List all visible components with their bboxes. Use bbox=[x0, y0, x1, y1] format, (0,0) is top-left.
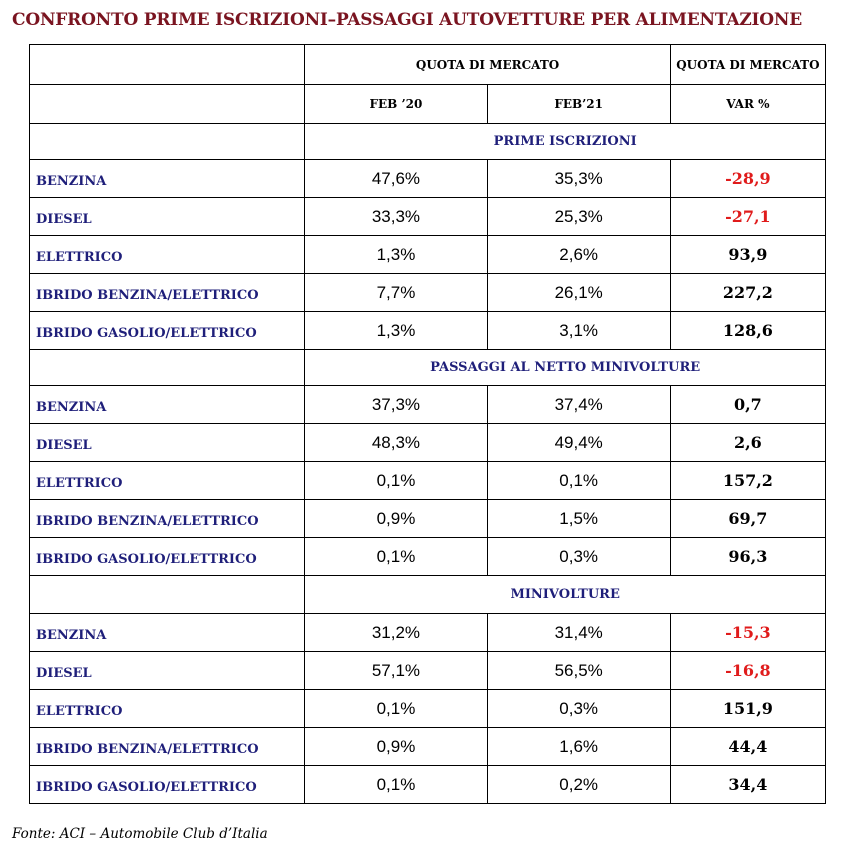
share-feb21: 26,1% bbox=[487, 274, 670, 312]
table-row bbox=[30, 274, 826, 312]
table-row bbox=[30, 160, 826, 198]
share-feb20: 0,9% bbox=[305, 500, 487, 538]
share-feb20: 48,3% bbox=[305, 424, 487, 462]
variation-percent: 96,3 bbox=[670, 538, 825, 576]
table-row bbox=[30, 614, 826, 652]
section-row bbox=[30, 124, 826, 160]
header-var: VAR % bbox=[670, 85, 825, 124]
share-feb20: 33,3% bbox=[305, 198, 487, 236]
share-feb20: 57,1% bbox=[305, 652, 487, 690]
section-title: PRIME ISCRIZIONI bbox=[305, 124, 826, 160]
share-feb21: 31,4% bbox=[487, 614, 670, 652]
variation-percent: -28,9 bbox=[670, 160, 825, 198]
share-feb21: 0,3% bbox=[487, 690, 670, 728]
share-feb21: 49,4% bbox=[487, 424, 670, 462]
table-body bbox=[30, 45, 826, 804]
table-row bbox=[30, 462, 826, 500]
share-feb21: 0,3% bbox=[487, 538, 670, 576]
share-feb20: 1,3% bbox=[305, 236, 487, 274]
variation-percent: 157,2 bbox=[670, 462, 825, 500]
share-feb20: 31,2% bbox=[305, 614, 487, 652]
row-label: DIESEL bbox=[30, 198, 305, 236]
section-empty-cell bbox=[30, 124, 305, 160]
row-label: IBRIDO GASOLIO/ELETTRICO bbox=[30, 766, 305, 804]
row-label: IBRIDO BENZINA/ELETTRICO bbox=[30, 274, 305, 312]
variation-percent: -15,3 bbox=[670, 614, 825, 652]
row-label: IBRIDO GASOLIO/ELETTRICO bbox=[30, 538, 305, 576]
share-feb21: 0,2% bbox=[487, 766, 670, 804]
variation-percent: 151,9 bbox=[670, 690, 825, 728]
source-note: Fonte: ACI – Automobile Club d’Italia bbox=[12, 826, 268, 842]
header-empty-cell bbox=[30, 85, 305, 124]
table-row bbox=[30, 690, 826, 728]
market-share-table bbox=[29, 44, 826, 804]
header-row-1 bbox=[30, 45, 826, 85]
table-row bbox=[30, 312, 826, 350]
page-title: CONFRONTO PRIME ISCRIZIONI–PASSAGGI AUTOVETTURE PER ALIMENTAZIONE bbox=[12, 10, 802, 30]
section-row bbox=[30, 576, 826, 614]
share-feb20: 0,1% bbox=[305, 766, 487, 804]
table-row bbox=[30, 538, 826, 576]
share-feb21: 1,6% bbox=[487, 728, 670, 766]
row-label: ELETTRICO bbox=[30, 236, 305, 274]
header-row-2 bbox=[30, 85, 826, 124]
table-row bbox=[30, 500, 826, 538]
variation-percent: -16,8 bbox=[670, 652, 825, 690]
section-empty-cell bbox=[30, 350, 305, 386]
share-feb21: 56,5% bbox=[487, 652, 670, 690]
row-label: DIESEL bbox=[30, 424, 305, 462]
variation-percent: 93,9 bbox=[670, 236, 825, 274]
table-row bbox=[30, 424, 826, 462]
row-label: BENZINA bbox=[30, 614, 305, 652]
share-feb21: 0,1% bbox=[487, 462, 670, 500]
share-feb20: 1,3% bbox=[305, 312, 487, 350]
table-row bbox=[30, 652, 826, 690]
share-feb20: 0,1% bbox=[305, 690, 487, 728]
section-title: MINIVOLTURE bbox=[305, 576, 826, 614]
row-label: ELETTRICO bbox=[30, 690, 305, 728]
share-feb20: 0,1% bbox=[305, 538, 487, 576]
variation-percent: 0,7 bbox=[670, 386, 825, 424]
variation-percent: 34,4 bbox=[670, 766, 825, 804]
section-empty-cell bbox=[30, 576, 305, 614]
share-feb20: 47,6% bbox=[305, 160, 487, 198]
row-label: IBRIDO BENZINA/ELETTRICO bbox=[30, 728, 305, 766]
variation-percent: 2,6 bbox=[670, 424, 825, 462]
header-group-label: QUOTA DI MERCATO bbox=[305, 45, 670, 85]
header-feb21: FEB’21 bbox=[487, 85, 670, 124]
row-label: IBRIDO GASOLIO/ELETTRICO bbox=[30, 312, 305, 350]
variation-percent: 128,6 bbox=[670, 312, 825, 350]
share-feb21: 2,6% bbox=[487, 236, 670, 274]
row-label: BENZINA bbox=[30, 160, 305, 198]
table-row bbox=[30, 386, 826, 424]
share-feb21: 37,4% bbox=[487, 386, 670, 424]
share-feb21: 3,1% bbox=[487, 312, 670, 350]
row-label: ELETTRICO bbox=[30, 462, 305, 500]
variation-percent: 44,4 bbox=[670, 728, 825, 766]
header-var-group-label: QUOTA DI MERCATO bbox=[670, 45, 825, 85]
share-feb21: 35,3% bbox=[487, 160, 670, 198]
table-row bbox=[30, 198, 826, 236]
row-label: DIESEL bbox=[30, 652, 305, 690]
table-row bbox=[30, 728, 826, 766]
share-feb20: 0,9% bbox=[305, 728, 487, 766]
table-row bbox=[30, 236, 826, 274]
share-feb21: 1,5% bbox=[487, 500, 670, 538]
variation-percent: 69,7 bbox=[670, 500, 825, 538]
share-feb20: 7,7% bbox=[305, 274, 487, 312]
share-feb21: 25,3% bbox=[487, 198, 670, 236]
share-feb20: 37,3% bbox=[305, 386, 487, 424]
header-feb20: FEB ’20 bbox=[305, 85, 487, 124]
section-row bbox=[30, 350, 826, 386]
variation-percent: -27,1 bbox=[670, 198, 825, 236]
row-label: IBRIDO BENZINA/ELETTRICO bbox=[30, 500, 305, 538]
share-feb20: 0,1% bbox=[305, 462, 487, 500]
variation-percent: 227,2 bbox=[670, 274, 825, 312]
row-label: BENZINA bbox=[30, 386, 305, 424]
section-title: PASSAGGI AL NETTO MINIVOLTURE bbox=[305, 350, 826, 386]
table-row bbox=[30, 766, 826, 804]
header-empty-cell bbox=[30, 45, 305, 85]
